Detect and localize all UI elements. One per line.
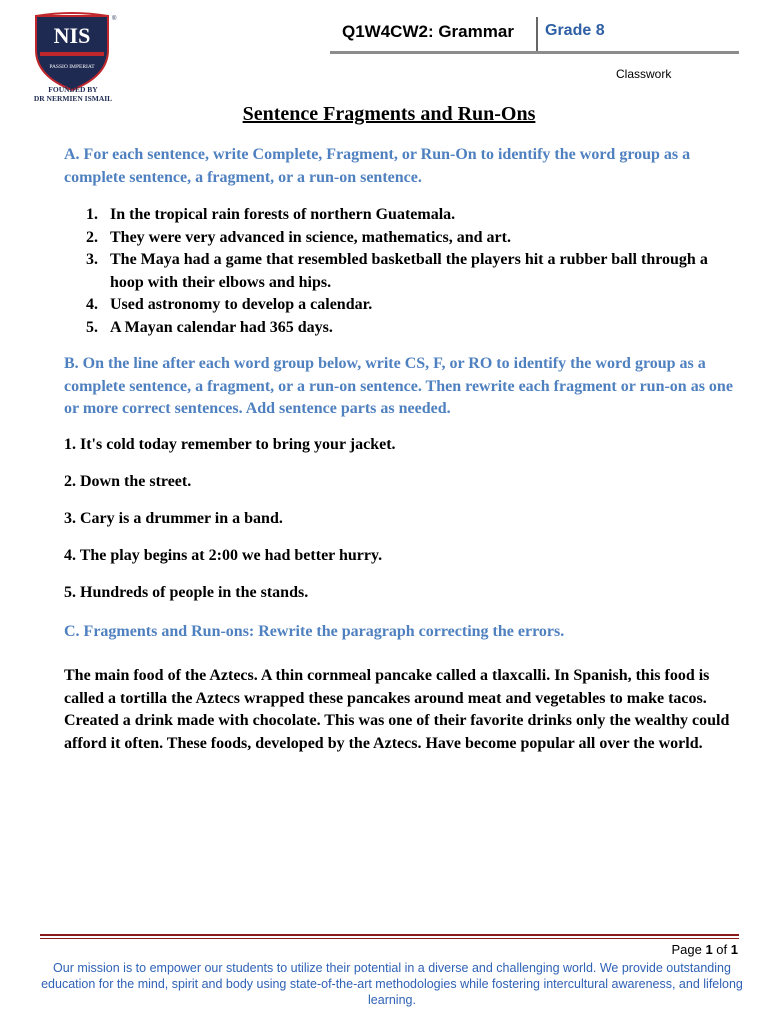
item-number: 1. (86, 206, 98, 223)
logo-text: NIS (53, 23, 91, 48)
item-number: 4. (86, 296, 98, 313)
item-number: 2. (86, 228, 98, 246)
footer-rule-thin (40, 938, 739, 939)
section-a-list (64, 204, 734, 339)
section-b-item: 1. It's cold today remember to bring your jacket. (64, 436, 396, 453)
section-b-item: 4. The play begins at 2:00 we had better hurry. (64, 547, 383, 564)
page-label: Page (671, 942, 702, 957)
grade-label: Grade 8 (545, 22, 605, 39)
list-item (64, 294, 734, 317)
item-text: In the tropical rain forests of northern Guatemala. (110, 206, 456, 223)
list-item (64, 317, 734, 340)
section-c-paragraph: The main food of the Aztecs. A thin cornmeal pancake called a tlaxcalli. In Spanish, this food is called a tortilla the Aztecs wrapped these pancakes around meat and vegetables to make tacos. Created a drink made with chocolate. This was one of their favorite drinks only the wealthy could afford it often. These foods, developed by the Aztecs. Have become popular all over the world. (64, 667, 730, 752)
mission-statement: Our mission is to empower our students to utilize their potential in a diverse and challenging world. We provide outstanding education for the mind, spirit and body using state-of-the-art methodologies while fostering intercultural awareness, and lifelong learning. (41, 961, 743, 1007)
section-b-item: 2. Down the street. (64, 473, 192, 490)
logo-motto: PASSIO IMPERIAT (49, 64, 95, 70)
registered-mark: ® (112, 16, 117, 22)
page-total: 1 (730, 942, 738, 957)
founded-line1: FOUNDED BY (48, 85, 98, 94)
page-current: 1 (705, 942, 713, 957)
item-text: A Mayan calendar had 365 days. (110, 318, 333, 336)
list-item (64, 227, 734, 250)
header-rule (330, 51, 739, 54)
list-item (64, 204, 734, 227)
item-text: The Maya had a game that resembled basketball the players hit a rubber ball through a hoop with their elbows and hips. (110, 251, 708, 291)
section-b-instruction: B. On the line after each word group below, write CS, F, or RO to identify the word group as a complete sentence, a fragment, or a run-on sentence. Then rewrite each fragment or run-on as one or more correct sentences. Add sentence parts as needed. (64, 355, 733, 417)
doc-code: Q1W4CW2: Grammar (342, 22, 514, 41)
founded-by (18, 85, 128, 103)
founded-line2: DR NERMIEN ISMAIL (33, 94, 113, 103)
item-number: 5. (86, 318, 98, 336)
section-c-instruction: C. Fragments and Run-ons: Rewrite the paragraph correcting the errors. (64, 623, 565, 640)
section-b-item: 5. Hundreds of people in the stands. (64, 584, 309, 601)
list-item (64, 249, 734, 294)
doc-type: Classwork (616, 67, 672, 81)
item-number: 3. (86, 251, 98, 268)
header-divider (536, 17, 538, 51)
section-a-instruction: A. For each sentence, write Complete, Fragment, or Run-On to identify the word group as a complete sentence, a fragment, or a run-on sentence. (64, 146, 691, 186)
page-title: Sentence Fragments and Run-Ons (242, 103, 536, 125)
section-b-item: 3. Cary is a drummer in a band. (64, 510, 283, 527)
item-text: They were very advanced in science, mathematics, and art. (110, 228, 511, 246)
footer-rule (40, 934, 739, 936)
item-text: Used astronomy to develop a calendar. (110, 296, 373, 313)
page-of: of (716, 942, 728, 957)
page-number (600, 942, 738, 957)
